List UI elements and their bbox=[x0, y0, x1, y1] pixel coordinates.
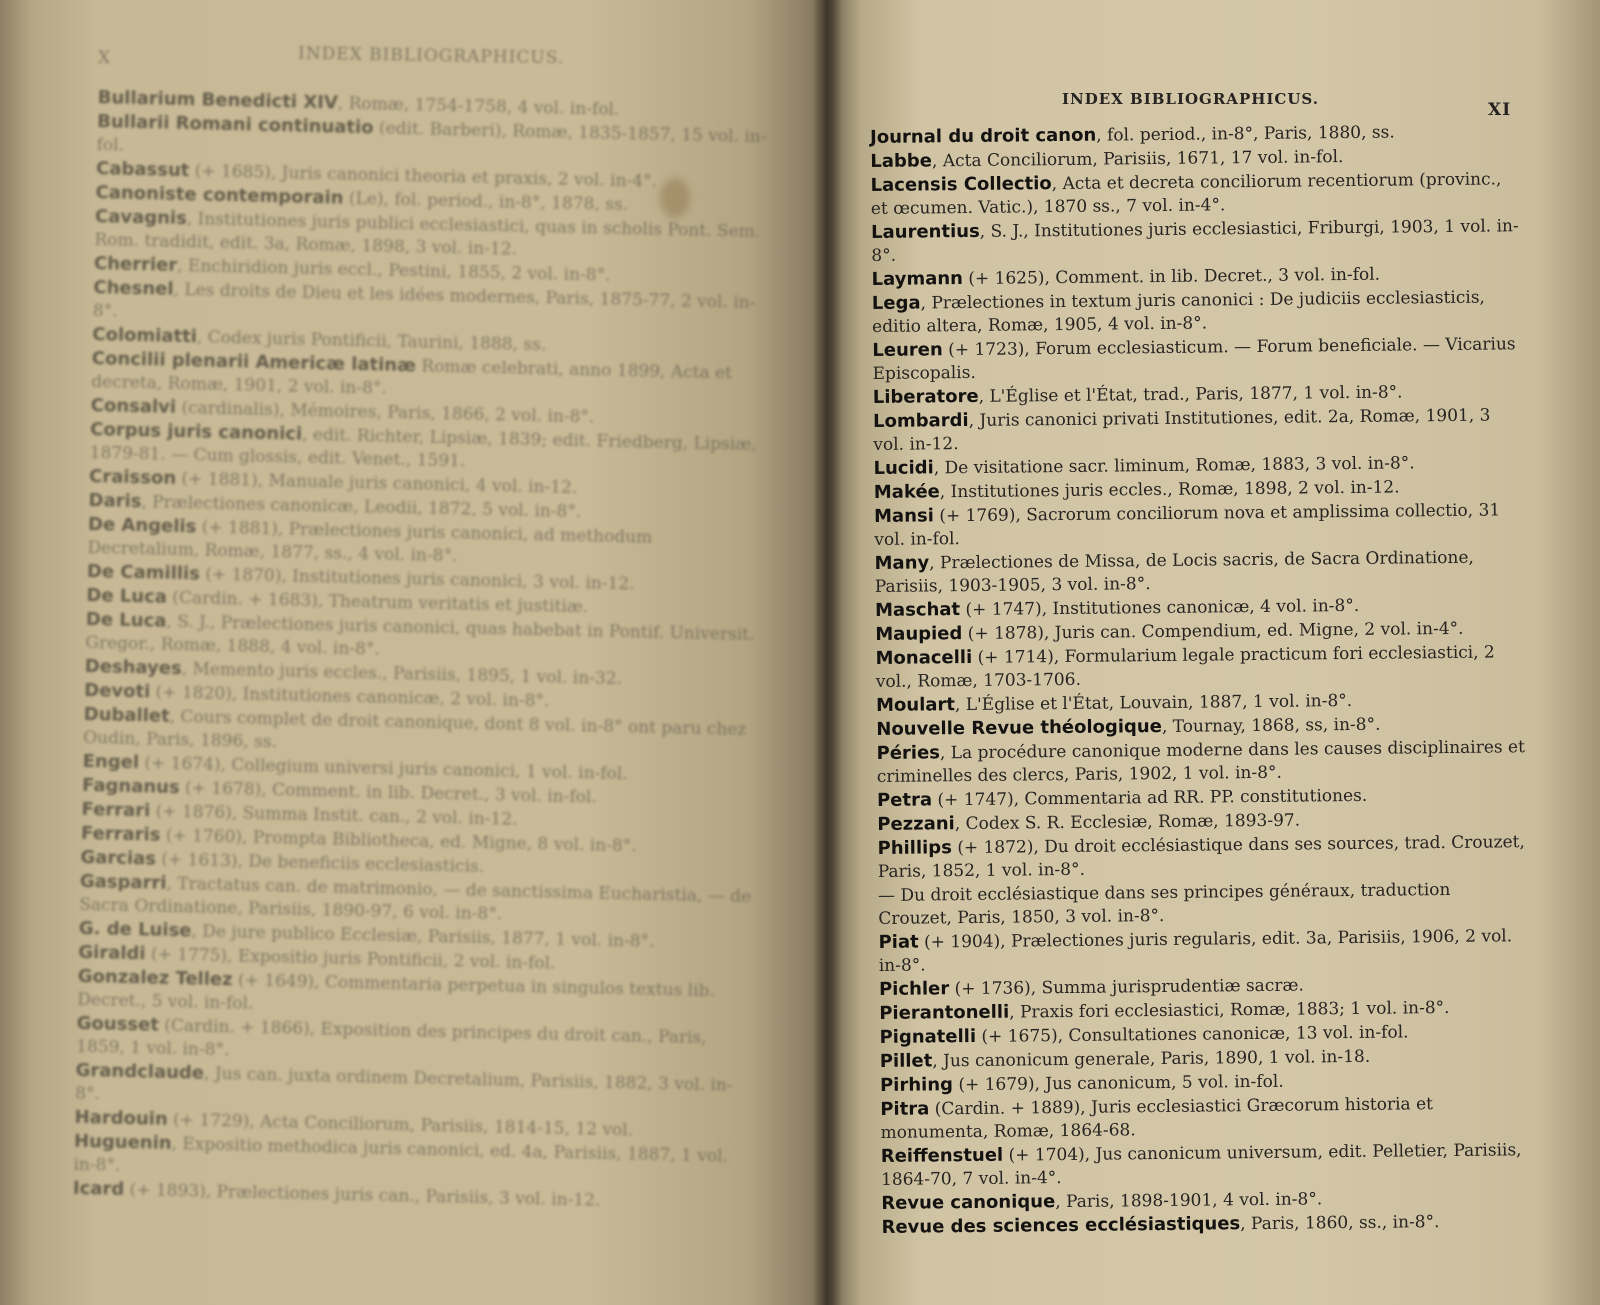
entry-lemma: Piat bbox=[878, 931, 919, 953]
entry-text: (+ 1893), Prælectiones juris can., Parisiis, 3 vol. in-12. bbox=[124, 1179, 601, 1211]
entry-text: , fol. period., in-8°, Paris, 1880, ss. bbox=[1096, 122, 1395, 146]
entry-lemma: De Luca bbox=[85, 608, 167, 632]
entry-lemma: Icard bbox=[72, 1177, 125, 1200]
entry-lemma: Maschat bbox=[874, 599, 961, 621]
bibliography-entry bbox=[874, 545, 1524, 599]
entry-text: (edit. Barberi), Romæ, 1835-1857, 15 vol. in-fol. bbox=[96, 118, 767, 156]
entry-text: (Cardin. + 1683), Theatrum veritatis et justitiæ. bbox=[166, 587, 589, 618]
bibliography-entry bbox=[880, 1091, 1530, 1145]
entry-text: (+ 1736), Summa jurisprudentiæ sacræ. bbox=[949, 975, 1304, 1000]
entry-text: (+ 1747), Institutiones canonicæ, 4 vol. in-8°. bbox=[959, 595, 1360, 621]
entry-lemma: Pezzani bbox=[877, 813, 955, 835]
entry-text: , La procédure canonique moderne dans les causes disciplinaires et criminelles des clercs, Paris, 1902, 1 vol. in-8°. bbox=[876, 737, 1525, 787]
entry-lemma: Pirhing bbox=[879, 1074, 954, 1096]
entry-lemma: Revue canonique bbox=[881, 1191, 1056, 1214]
bibliography-entry bbox=[876, 735, 1526, 789]
entry-text: (+ 1723), Forum ecclesiasticum. — Forum beneficiale. — Vicarius Episcopalis. bbox=[872, 334, 1516, 384]
entry-text: (+ 1649), Commentaria perpetua in singulos textus lib. Decret., 5 vol. in-fol. bbox=[77, 970, 716, 1014]
entry-text: (+ 1679), Jus canonicum, 5 vol. in-fol. bbox=[952, 1071, 1284, 1096]
entry-lemma: Canoniste contemporain bbox=[95, 181, 344, 209]
entry-text: , Jus can. juxta ordinem Decretalium, Parisiis, 1882, 3 vol. in-8°. bbox=[74, 1063, 733, 1105]
entry-text: , Romæ, 1754-1758, 4 vol. in-fol. bbox=[337, 93, 620, 120]
entry-lemma: Pitra bbox=[880, 1098, 930, 1120]
entry-text: , Les droits de Dieu et les idées modernes, Paris, 1875-77, 2 vol. in-8°. bbox=[92, 279, 756, 322]
entry-lemma: De Camillis bbox=[86, 560, 201, 585]
entry-text: , Cours complet de droit canonique, dont 8 vol. in-8° ont paru chez Oudin, Paris, 1896, ss. bbox=[82, 706, 747, 753]
entry-lemma: Bullarium Benedicti XIV bbox=[97, 86, 339, 114]
entry-text: , Memento juris eccles., Parisiis, 1895, 1 vol. in-32. bbox=[181, 659, 623, 690]
left-running-head: INDEX BIBLIOGRAPHICUS. bbox=[297, 43, 565, 69]
entry-text: , S. J., Institutiones juris ecclesiastici, Friburgi, 1903, 1 vol. in-8°. bbox=[871, 216, 1519, 266]
right-page-number: XI bbox=[1488, 100, 1512, 120]
entry-text: (+ 1714), Formularium legale practicum fori ecclesiastici, 2 vol., Romæ, 1703-1706. bbox=[875, 642, 1495, 692]
entry-text: (Cardin. + 1866), Exposition des principes du droit can., Paris, 1859, 1 vol. in-8°. bbox=[75, 1015, 707, 1061]
entry-lemma: Monacelli bbox=[875, 646, 973, 669]
entry-lemma: Consalvi bbox=[90, 394, 177, 418]
entry-lemma: Laymann bbox=[871, 268, 964, 290]
entry-lemma: Pignatelli bbox=[879, 1025, 977, 1048]
entry-lemma: Lombardi bbox=[872, 409, 969, 432]
entry-text: (+ 1775), Expositio juris Pontificii, 2 vol. in-fol. bbox=[145, 944, 556, 974]
entry-text: (+ 1675), Consultationes canonicæ, 13 vol. in-fol. bbox=[975, 1022, 1409, 1047]
entry-lemma: Lega bbox=[871, 292, 921, 314]
entry-lemma: Craisson bbox=[88, 465, 177, 489]
entry-text: , De jure publico Ecclesiæ, Parisiis, 1877, 1 vol. in-8°. bbox=[191, 921, 655, 952]
entry-text: (+ 1872), Du droit ecclésiastique dans ses sources, trad. Crouzet, Paris, 1852, 1 vol. in-8°. bbox=[877, 832, 1525, 882]
entry-text: , Praxis fori ecclesiastici, Romæ, 1883; 1 vol. in-8°. bbox=[1009, 997, 1450, 1023]
entry-lemma: Duballet bbox=[83, 703, 170, 727]
entry-lemma: Giraldi bbox=[78, 941, 146, 965]
entry-text: (+ 1747), Commentaria ad RR. PP. constitutiones. bbox=[931, 785, 1368, 811]
entry-text: (+ 1760), Prompta Bibliotheca, ed. Migne, 8 vol. in-8°. bbox=[160, 825, 637, 857]
bibliography-entry bbox=[871, 167, 1521, 221]
entry-lemma: Petra bbox=[876, 789, 933, 811]
entry-text: (Cardin. + 1889), Juris ecclesiastici Græcorum historia et monumenta, Romæ, 1864-68. bbox=[880, 1094, 1434, 1143]
entry-lemma: Pillet bbox=[879, 1050, 933, 1072]
entry-text: , Enchiridion juris eccl., Pestini, 1855, 2 vol. in-8°. bbox=[176, 255, 611, 286]
entry-lemma: De Angelis bbox=[87, 513, 197, 538]
entry-lemma: Garcias bbox=[80, 846, 157, 870]
bibliography-entry bbox=[872, 285, 1522, 339]
entry-lemma: Pichler bbox=[878, 978, 950, 1000]
entry-text: (+ 1870), Institutiones juris canonici, 3 vol. in-12. bbox=[199, 564, 635, 595]
entry-lemma: Cavagnis bbox=[94, 205, 188, 230]
left-page-number: X bbox=[97, 47, 112, 69]
entry-text: (+ 1769), Sacrorum conciliorum nova et amplissima collectio, 31 vol. in-fol. bbox=[874, 500, 1501, 550]
entry-lemma: Labbe bbox=[870, 150, 933, 172]
entry-lemma: Péries bbox=[876, 742, 941, 764]
entry-text: , Jus canonicum generale, Paris, 1890, 1 vol. in-18. bbox=[932, 1046, 1371, 1072]
entry-text: (+ 1678), Comment. in lib. Decret., 3 vol. in-fol. bbox=[179, 778, 597, 808]
entry-text: (+ 1878), Juris can. Compendium, ed. Migne, 2 vol. in-4°. bbox=[962, 618, 1464, 645]
entry-text: , Institutiones juris publici ecclesiastici, quas in scholis Pont. Sem. Rom. tradidit, edit. 3a, Romæ, 1898, 3 vol. in-12. bbox=[94, 209, 761, 260]
bibliography-entry bbox=[878, 924, 1528, 978]
entry-lemma: Journal du droit canon bbox=[870, 124, 1097, 148]
entry-lemma: Mansi bbox=[873, 505, 934, 527]
left-entry-list bbox=[73, 86, 778, 1216]
entry-text: , L'Église et l'État, Louvain, 1887, 1 vol. in-8°. bbox=[954, 690, 1353, 716]
entry-lemma: Corpus juris canonici bbox=[89, 418, 303, 445]
entry-text: (+ 1685), Juris canonici theoria et praxis, 2 vol. in-4°. bbox=[189, 161, 658, 192]
bibliography-entry bbox=[877, 830, 1527, 884]
entry-lemma: Lucidi bbox=[873, 457, 934, 479]
entry-text: , Prælectiones de Missa, de Locis sacris, de Sacra Ordinatione, Parisiis, 1903-1905, 3 vol. in-8°. bbox=[874, 547, 1475, 597]
entry-lemma: Gousset bbox=[76, 1012, 160, 1036]
entry-lemma: Devoti bbox=[84, 679, 151, 703]
bibliography-entry bbox=[875, 640, 1525, 694]
entry-lemma: Daris bbox=[88, 489, 142, 513]
entry-lemma: Leuren bbox=[872, 339, 943, 361]
entry-lemma: Chesnel bbox=[93, 276, 174, 300]
entry-lemma: Gasparri bbox=[79, 870, 167, 894]
entry-text: , Prælectiones canonicæ, Leodii, 1872, 5 vol. in-8°. bbox=[141, 492, 582, 523]
entry-text: , L'Église et l'État, trad., Paris, 1877, 1 vol. in-8°. bbox=[978, 382, 1403, 407]
entry-text: (+ 1876), Summa Instit. can., 2 vol. in-12. bbox=[150, 801, 518, 830]
entry-text: , Tournay, 1868, ss, in-8°. bbox=[1161, 714, 1381, 737]
entry-lemma: Lacensis Collectio bbox=[870, 173, 1052, 196]
entry-text: (+ 1881), Manuale juris canonici, 4 vol. in-12. bbox=[175, 468, 578, 498]
entry-lemma: Cherrier bbox=[93, 252, 178, 276]
entry-lemma: Cabassut bbox=[95, 157, 190, 182]
entry-lemma: Huguenin bbox=[73, 1130, 172, 1154]
entry-lemma: Maupied bbox=[875, 623, 963, 645]
bibliography-entry bbox=[878, 877, 1528, 931]
entry-text: , Juris canonici privati Institutiones, edit. 2a, Romæ, 1901, 3 vol. in-12. bbox=[873, 405, 1491, 455]
entry-text: (+ 1904), Prælectiones juris regularis, edit. 3a, Parisiis, 1906, 2 vol. in-8°. bbox=[878, 926, 1513, 976]
entry-text: , Paris, 1860, ss., in-8°. bbox=[1240, 1212, 1440, 1235]
right-running-head: INDEX BIBLIOGRAPHICUS. bbox=[1062, 90, 1319, 108]
entry-lemma: Fagnanus bbox=[81, 774, 180, 799]
entry-lemma: Phillips bbox=[877, 837, 952, 859]
bibliography-entry bbox=[874, 498, 1524, 552]
entry-text: (cardinalis), Mémoires, Paris, 1866, 2 vol. in-8°. bbox=[175, 397, 595, 428]
entry-lemma: Ferrari bbox=[81, 798, 151, 822]
entry-lemma: Revue des sciences ecclésiastiques bbox=[881, 1213, 1241, 1238]
entry-lemma: Hardouin bbox=[74, 1106, 168, 1130]
entry-text: (+ 1881), Prælectiones juris canonici, ad methodum Decretalium, Romæ, 1877, ss., 4 vol. in-8°. bbox=[87, 517, 653, 567]
entry-text: , Acta Conciliorum, Parisiis, 1671, 17 vol. in-fol. bbox=[931, 147, 1344, 172]
entry-text: , S. J., Prælectiones juris canonici, quas habebat in Pontif. Universit. Gregor., Romæ, 1888, 4 vol. in-8°. bbox=[85, 611, 755, 660]
entry-lemma: De Luca bbox=[86, 584, 168, 608]
entry-lemma: Many bbox=[874, 552, 930, 574]
entry-text: (Le), fol. period., in-8°, 1878, ss. bbox=[343, 188, 629, 216]
entry-lemma: Bullarii Romani continuatio bbox=[96, 110, 374, 139]
entry-lemma: Engel bbox=[82, 750, 140, 774]
entry-lemma: Concilii plenarii Americæ latinæ bbox=[91, 347, 417, 377]
entry-lemma: Makée bbox=[873, 481, 940, 503]
entry-text: (+ 1820), Institutiones canonicæ, 2 vol. in-8°. bbox=[150, 682, 550, 712]
entry-text: , De visitatione sacr. liminum, Romæ, 1883, 3 vol. in-8°. bbox=[933, 453, 1415, 479]
bibliography-entry bbox=[871, 214, 1521, 268]
bibliography-entry bbox=[872, 332, 1522, 386]
entry-text: (+ 1674), Collegium universi juris canonici, 1 vol. in-fol. bbox=[138, 753, 628, 785]
entry-text: (+ 1613), De beneficiis ecclesiasticis. bbox=[155, 849, 485, 877]
right-entry-list bbox=[870, 119, 1532, 1240]
entry-text: (+ 1704), Jus canonicum universum, edit. Pelletier, Parisiis, 1864-70, 7 vol. in-4°. bbox=[880, 1140, 1522, 1190]
entry-text: , Institutiones juris eccles., Romæ, 1898, 2 vol. in-12. bbox=[939, 477, 1400, 503]
entry-lemma: Ferraris bbox=[80, 822, 161, 846]
entry-text: Romæ celebrati, anno 1899, Acta et decreta, Romæ, 1901, 2 vol. in-8°. bbox=[91, 356, 733, 399]
entry-text: , Codex juris Pontificii, Taurini, 1888, ss. bbox=[196, 327, 547, 356]
entry-lemma: Liberatore bbox=[872, 385, 979, 408]
entry-text: , edit. Richter, Lipsiæ, 1839; edit. Friedberg, Lipsiæ, 1879-81. — Cum glossis, edit. Venet., 1591. bbox=[89, 424, 757, 472]
book-gutter bbox=[812, 0, 842, 1305]
entry-lemma: Nouvelle Revue théologique bbox=[876, 715, 1163, 740]
entry-lemma: Reiffenstuel bbox=[880, 1144, 1004, 1167]
entry-text: (+ 1625), Comment. in lib. Decret., 3 vol. in-fol. bbox=[962, 264, 1381, 290]
bibliography-entry bbox=[873, 403, 1523, 457]
entry-lemma: G. de Luise bbox=[78, 917, 192, 942]
entry-lemma: Moulart bbox=[875, 694, 956, 716]
entry-text: , Expositio methodica juris canonici, ed. 4a, Parisiis, 1887, 1 vol. in-8°. bbox=[73, 1133, 729, 1176]
entry-text: , Prælectiones in textum juris canonici : De judiciis ecclesiasticis, editio altera, Romæ, 1905, 4 vol. in-8°. bbox=[872, 287, 1486, 337]
entry-text: , Paris, 1898-1901, 4 vol. in-8°. bbox=[1055, 1189, 1323, 1213]
entry-text: , Tractatus can. de matrimonio, — de sanctissima Eucharistia, — de Sacra Ordinatione, Parisiis, 1890-97, 6 vol. in-8°. bbox=[79, 873, 752, 925]
entry-text: , Codex S. R. Ecclesiæ, Romæ, 1893-97. bbox=[954, 810, 1301, 835]
entry-text: , Acta et decreta conciliorum recentiorum (provinc., et œcumen. Vatic.), 1870 ss., 7 vol. in-4°. bbox=[870, 169, 1502, 219]
entry-text: — Du droit ecclésiastique dans ses principes généraux, traduction Crouzet, Paris, 1850, 3 vol. in-8°. bbox=[877, 879, 1451, 929]
entry-lemma: Grandclaude bbox=[75, 1059, 205, 1084]
entry-text: (+ 1729), Acta Conciliorum, Parisiis, 1814-15, 12 vol. bbox=[167, 1109, 634, 1141]
entry-lemma: Colomiatti bbox=[92, 323, 198, 348]
entry-lemma: Pierantonelli bbox=[879, 1001, 1010, 1024]
entry-lemma: Deshayes bbox=[84, 655, 182, 680]
bibliography-entry bbox=[881, 1138, 1531, 1192]
entry-lemma: Laurentius bbox=[871, 220, 980, 243]
entry-lemma: Gonzalez Tellez bbox=[77, 965, 233, 991]
